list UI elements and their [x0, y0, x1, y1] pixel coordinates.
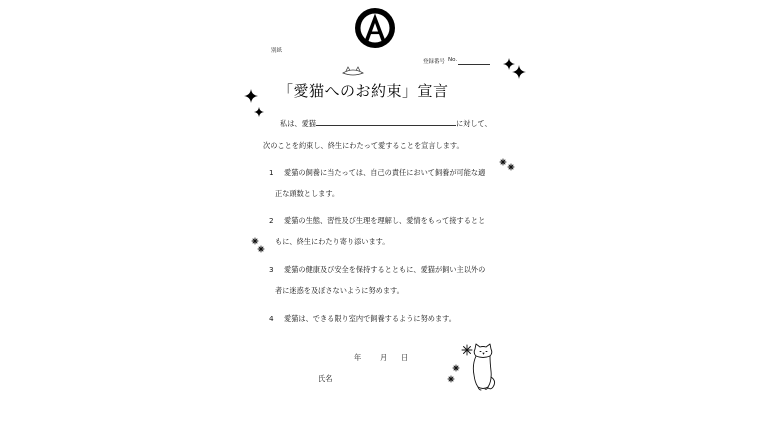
item-1-line1: 愛猫の飼養に当たっては、自己の責任において飼養が可能な適: [284, 168, 486, 177]
intro-line-2: 次のことを約束し、終生にわたって愛することを宣言します。: [263, 141, 464, 150]
sparkle-icon: [498, 155, 518, 175]
name-label: 氏名: [318, 374, 333, 383]
sparkle-icon: [446, 364, 462, 386]
sparkle-icon: [244, 89, 258, 103]
sparkle-icon: [512, 65, 526, 79]
cat-ear-doodle-icon: [340, 64, 366, 78]
item-1-number: 1: [269, 168, 274, 177]
intro-prefix: 私は、愛猫: [280, 119, 316, 128]
item-2-line1: 愛猫の生態、習性及び生理を理解し、愛情をもって接するとと: [284, 216, 486, 225]
item-4-line1: 愛猫は、できる限り室内で飼養するように努めます。: [284, 314, 456, 323]
item-2-line2: もに、終生にわたり寄り添います。: [275, 237, 390, 246]
emblem-icon: [354, 7, 396, 49]
item-3-line2: 者に迷惑を及ぼさないように努めます。: [275, 286, 404, 295]
cat-illustration-icon: [466, 343, 498, 393]
date-year-label: 年: [354, 353, 362, 362]
registration-label: 登録番号: [423, 59, 446, 65]
sparkle-icon: [251, 236, 267, 256]
document-title: 「愛猫へのお約束」宣言: [278, 82, 449, 100]
item-4-number: 4: [269, 314, 274, 323]
registration-number-line: [458, 64, 490, 65]
item-3-number: 3: [269, 265, 274, 274]
registration-no-label: No.: [448, 57, 458, 63]
item-3-line1: 愛猫の健康及び安全を保持するとともに、愛猫が飼い主以外の: [284, 265, 486, 274]
sparkle-icon: [254, 107, 264, 117]
item-2-number: 2: [269, 216, 274, 225]
date-month-label: 月: [380, 353, 388, 362]
intro-suffix: に対して、: [455, 119, 492, 128]
appendix-label: 別紙: [271, 48, 283, 54]
intro-line-1: [280, 119, 492, 129]
cat-name-line: [316, 125, 456, 126]
item-1-line2: 正な頭数とします。: [275, 189, 340, 198]
date-day-label: 日: [401, 353, 409, 362]
